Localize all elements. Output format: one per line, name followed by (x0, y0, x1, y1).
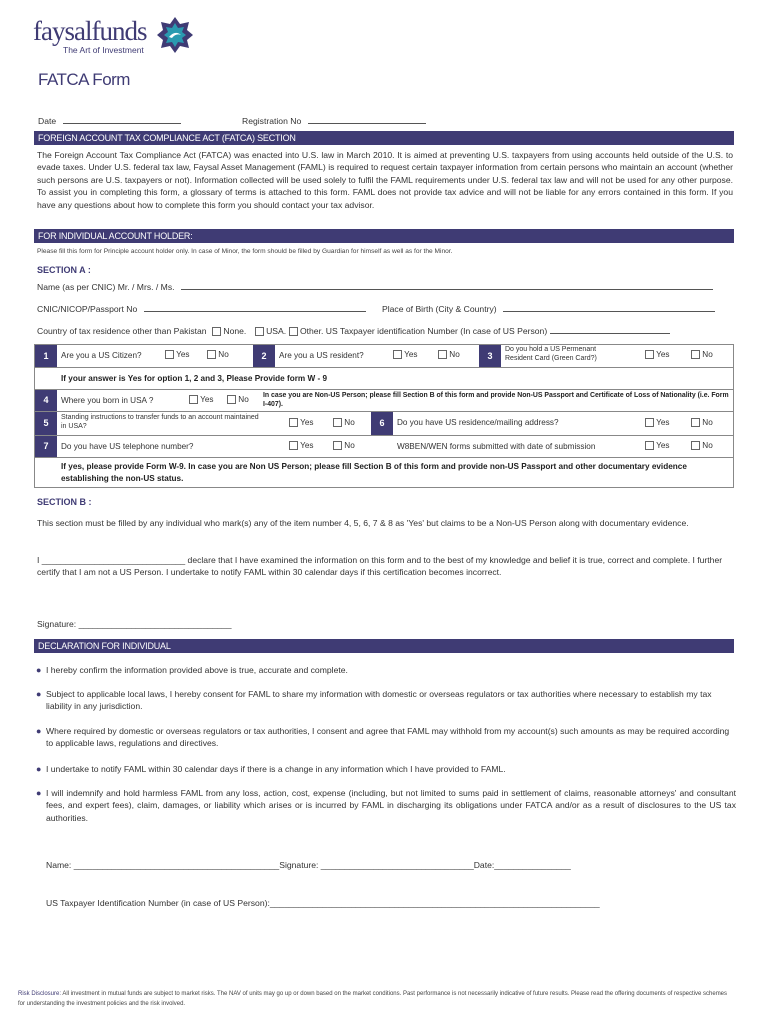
none-label: None. (223, 326, 247, 336)
declaration-item-5 (36, 787, 736, 824)
q3-yes-label: Yes (656, 350, 670, 359)
q5-yes (289, 418, 314, 427)
faysal-star-logo-icon (156, 16, 194, 54)
bullet-icon: ● (36, 764, 42, 774)
declaration-text: Subject to applicable local laws, I hereby consent for FAML to share my information with domestic or overseas regulators or tax authorities where necessary to establish my tax liability in any jurisdiction. (46, 689, 712, 712)
q1-no-checkbox[interactable] (207, 350, 216, 359)
question-row-4 (34, 390, 734, 412)
name-signature-date-line[interactable]: Name: ___________________________________________Signature: ________________________________Date:________________ (46, 860, 571, 870)
fatca-intro: The Foreign Account Tax Compliance Act (FATCA) was enacted into U.S. law in March 2010. It is aimed at preventing U.S. taxpayers from using accounts held outside of the U.S. to evade taxes. Under U.S. federal tax law, Faysal Asset Management (FAML) is required to request certain taxpayer information from certain persons who maintain an account (whether such persons are U.S. taxpayers or not). Information collected will be used solely to fulfil the FAML requirements under U.S. federal tax law and will not be used for any other purpose. To assist you in completing this form, a glossary of terms is attached to this form. FAML does not provide tax advice and will not be liable for any errors contained in this form. If you have any questions about how to complete this form you should contact your tax advisor. (37, 150, 733, 210)
question-row-1-3 (34, 344, 734, 368)
section-b-text1: This section must be filled by any individual who mark(s) any of the item number 4, 5, 6, 7 & 8 as 'Yes' but claims to be a Non-US Person along with documentary evidence. (37, 518, 689, 528)
name-row (37, 280, 733, 293)
declaration-text: I hereby confirm the information provided above is true, accurate and complete. (46, 665, 348, 675)
q4-yes-label: Yes (200, 395, 214, 404)
q3-label: Do you hold a US Permenant Resident Card (Green Card?) (505, 346, 597, 362)
q4-no-checkbox[interactable] (227, 395, 236, 404)
q5-number: 5 (35, 412, 57, 435)
q2-no-checkbox[interactable] (438, 350, 447, 359)
bullet-icon: ● (36, 726, 42, 736)
q5-yes-checkbox[interactable] (289, 418, 298, 427)
q7-yes (289, 441, 314, 450)
q8-yes (645, 441, 670, 450)
q6-no-checkbox[interactable] (691, 418, 700, 427)
q5-no-checkbox[interactable] (333, 418, 342, 427)
q4-label: Where you born in USA ? (61, 396, 154, 405)
q4-no (227, 395, 249, 404)
q1-label: Are you a US Citizen? (61, 351, 142, 360)
other-checkbox[interactable] (289, 327, 298, 336)
q1-number: 1 (35, 345, 57, 367)
bullet-icon: ● (36, 665, 42, 675)
q4-number: 4 (35, 390, 57, 411)
final-note-text: If yes, please provide Form W-9. In case you are Non US Person; please fill Section B of this form and provide non-US Passport and other documentary evidence establishing the non-US status. (61, 462, 687, 483)
q6-yes-label: Yes (656, 418, 670, 427)
final-note (34, 458, 734, 488)
declaration-text: I undertake to notify FAML within 30 calendar days if there is a change in any information which I have provided to FAML. (46, 764, 506, 774)
date-row (38, 114, 181, 127)
section-b-signature[interactable]: Signature: ________________________________ (37, 619, 232, 629)
declaration-item-4 (36, 763, 736, 775)
registration-label: Registration No (242, 116, 302, 126)
q5-label: Standing instructions to transfer funds to an account maintained in USA? (61, 414, 259, 431)
date-label: Date (38, 116, 57, 126)
q6-yes-checkbox[interactable] (645, 418, 654, 427)
q5-yes-label: Yes (300, 418, 314, 427)
declaration-item-3 (36, 725, 736, 750)
q7-yes-label: Yes (300, 441, 314, 450)
birth-row (382, 302, 715, 315)
country-row (37, 324, 737, 337)
q7-no (333, 441, 355, 450)
section-b-title: SECTION B : (37, 497, 92, 507)
fatca-section-header: FOREIGN ACCOUNT TAX COMPLIANCE ACT (FATCA) SECTION (34, 131, 734, 145)
question-row-7-8 (34, 436, 734, 458)
declaration-header: DECLARATION FOR INDIVIDUAL (34, 639, 734, 653)
q5-no (333, 418, 355, 427)
other-label: Other. (299, 326, 324, 336)
form-title: FATCA Form (38, 70, 130, 89)
q8-yes-label: Yes (656, 441, 670, 450)
bullet-icon: ● (36, 689, 42, 699)
cnic-row (37, 302, 366, 315)
note-123-text: If your answer is Yes for option 1, 2 and 3, Please Provide form W - 9 (61, 374, 328, 383)
q2-no (438, 350, 460, 359)
q8-no-label: No (702, 441, 713, 450)
q6-yes (645, 418, 670, 427)
q2-number: 2 (253, 345, 275, 367)
q4-note: In case you are Non-US Person; please fill Section B of this form and provide Non-US Passport and Certificate of Loss of Nationality (i.e. Form I-407). (263, 392, 729, 409)
us-tin-label: US Taxpayer identification Number (In case of US Person) (325, 326, 548, 336)
declaration-item-2 (36, 688, 736, 713)
q4-yes (189, 395, 214, 404)
declaration-text: Where required by domestic or overseas regulators or tax authorities, I consent and agree that FAML may withhold from my account(s) such amounts as may be required according to applicable laws, regulations and directives. (46, 726, 730, 749)
q8-no (691, 441, 713, 450)
q5-no-label: No (344, 418, 355, 427)
q2-label: Are you a US resident? (279, 351, 364, 360)
name-field[interactable] (181, 280, 713, 290)
q3-no (691, 350, 713, 359)
q8-yes-checkbox[interactable] (645, 441, 654, 450)
brand-tagline: The Art of Investment (63, 45, 144, 55)
cnic-field[interactable] (144, 302, 366, 312)
q2-yes (393, 350, 418, 359)
q7-yes-checkbox[interactable] (289, 441, 298, 450)
risk-text: All investment in mutual funds are subject to market risks. The NAV of units may go up or down based on the market conditions. Past performance is not necessarily indicative of future results. Please read the offering documents of respective schemes for understanding the investment policies and the risk involved. (18, 991, 728, 1007)
question-row-5-6 (34, 412, 734, 436)
brand-logo (33, 16, 203, 60)
q6-number: 6 (371, 412, 393, 435)
risk-disclosure (18, 990, 734, 1009)
q3-no-checkbox[interactable] (691, 350, 700, 359)
q1-yes-label: Yes (176, 350, 190, 359)
cnic-label: CNIC/NICOP/Passport No (37, 304, 138, 314)
risk-label: Risk Disclosure: (18, 991, 62, 997)
date-field[interactable] (63, 114, 181, 124)
q7-label: Do you have US telephone number? (61, 442, 194, 451)
registration-field[interactable] (308, 114, 426, 124)
q7-no-label: No (344, 441, 355, 450)
usa-checkbox[interactable] (255, 327, 264, 336)
q1-yes-checkbox[interactable] (165, 350, 174, 359)
q2-no-label: No (449, 350, 460, 359)
q8-no-checkbox[interactable] (691, 441, 700, 450)
country-label: Country of tax residence other than Pakistan (37, 326, 207, 336)
q8-label: W8BEN/WEN forms submitted with date of submission (397, 442, 596, 451)
q4-yes-checkbox[interactable] (189, 395, 198, 404)
q4-no-label: No (238, 395, 249, 404)
q1-no (207, 350, 229, 359)
q3-no-label: No (702, 350, 713, 359)
section-b-text2: I ______________________________ declare that I have examined the information on this form and to the best of my knowledge and belief it is true, correct and complete. I further certify that I am not a US Person. I undertake to notify FAML within 30 calendar days if this certification becomes incorrect. (37, 555, 723, 578)
q7-number: 7 (35, 436, 57, 457)
q7-no-checkbox[interactable] (333, 441, 342, 450)
us-tin-field[interactable] (550, 324, 670, 334)
q2-yes-checkbox[interactable] (393, 350, 402, 359)
q6-label: Do you have US residence/mailing address? (397, 418, 559, 427)
q3-number: 3 (479, 345, 501, 367)
birth-field[interactable] (503, 302, 715, 312)
q6-no-label: No (702, 418, 713, 427)
none-checkbox[interactable] (212, 327, 221, 336)
brand-name: faysalfunds (33, 16, 147, 46)
usa-label: USA. (266, 326, 287, 336)
section-a-title: SECTION A : (37, 265, 91, 275)
bullet-icon: ● (36, 788, 42, 798)
name-label: Name (as per CNIC) Mr. / Mrs. / Ms. (37, 282, 175, 292)
note-123 (34, 368, 734, 390)
q6-no (691, 418, 713, 427)
q3-yes-checkbox[interactable] (645, 350, 654, 359)
q1-yes (165, 350, 190, 359)
declaration-text: I will indemnify and hold harmless FAML from any loss, action, cost, expense (including, but not limited to sums paid in settlement of claims, reasonable attorneys' and consultant fees, and expert fees), claim, damages, or liability which arises or is incurred by FAML in discharging its obligations under FATCA and/or as a result of disclosures to the US tax authorities. (46, 788, 736, 823)
birth-label: Place of Birth (City & Country) (382, 304, 497, 314)
q1-no-label: No (218, 350, 229, 359)
q2-yes-label: Yes (404, 350, 418, 359)
declaration-item-1 (36, 664, 736, 676)
registration-row (242, 114, 426, 127)
individual-note: Please fill this form for Principle account holder only. In case of Minor, the form should be filled by Guardian for himself as well as for the Minor. (37, 248, 453, 255)
us-tin-line[interactable]: US Taxpayer Identification Number (in case of US Person):_____________________________________________________________________ (46, 898, 600, 908)
q3-yes (645, 350, 670, 359)
individual-section-header: FOR INDIVIDUAL ACCOUNT HOLDER: (34, 229, 734, 243)
